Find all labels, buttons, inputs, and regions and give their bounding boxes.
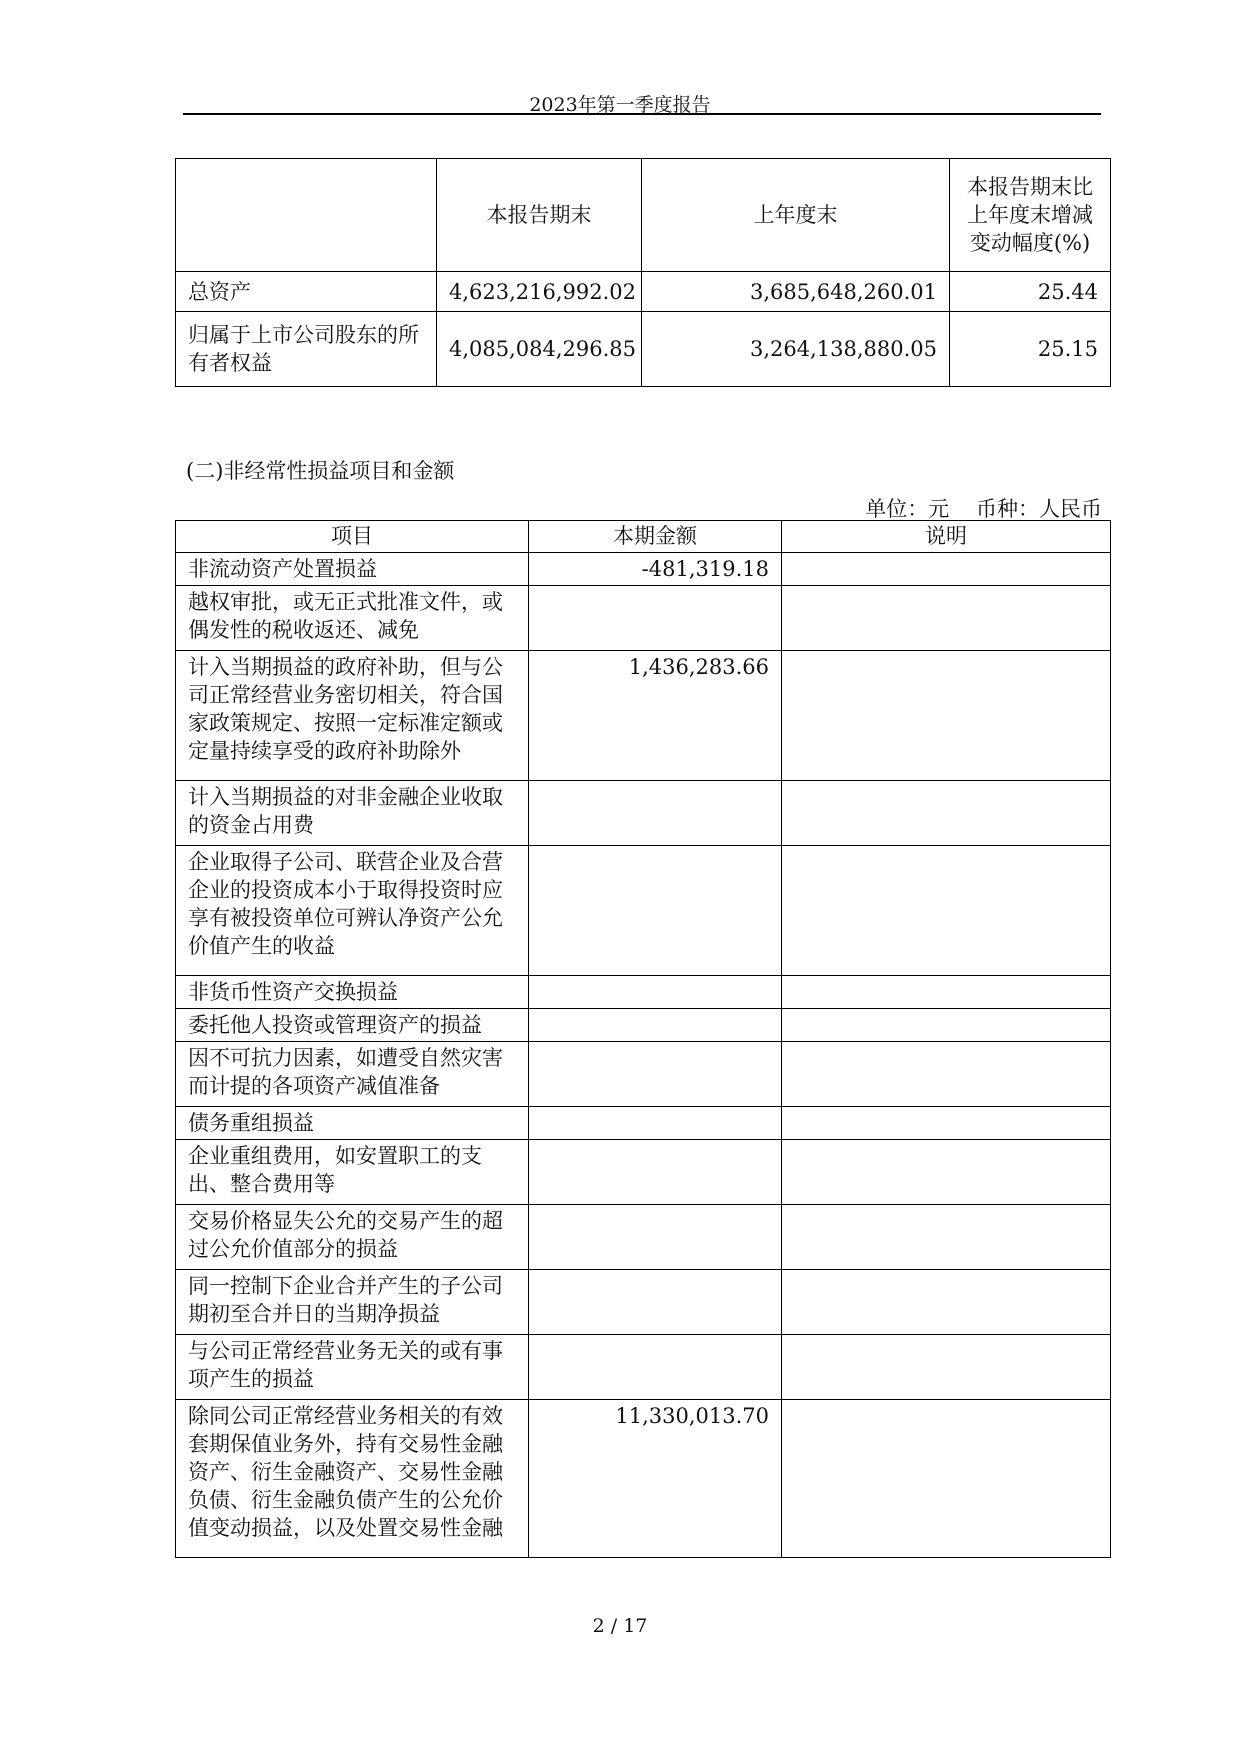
row-amount bbox=[529, 1270, 782, 1335]
balance-summary-table bbox=[175, 158, 1111, 387]
row-amount bbox=[529, 846, 782, 976]
header-divider bbox=[183, 113, 1101, 115]
table-row bbox=[176, 976, 1111, 1009]
header-line: 变动幅度(%) bbox=[969, 231, 1091, 255]
header-cell-item: 项目 bbox=[176, 521, 529, 553]
table-row bbox=[176, 1009, 1111, 1042]
row-item bbox=[176, 1009, 529, 1042]
item-line: 价值产生的收益 bbox=[188, 934, 335, 958]
item-line: 计入当期损益的对非金融企业收取 bbox=[188, 785, 503, 809]
row-item bbox=[176, 651, 529, 781]
row-value-current: 4,085,084,296.85 bbox=[437, 312, 642, 387]
row-note bbox=[782, 1140, 1111, 1205]
header-line: 上年度末增减 bbox=[967, 203, 1093, 227]
row-amount bbox=[529, 976, 782, 1009]
row-item bbox=[176, 1335, 529, 1400]
item-line: 定量持续享受的政府补助除外 bbox=[188, 739, 461, 763]
row-item bbox=[176, 1107, 529, 1140]
row-item bbox=[176, 1042, 529, 1107]
table-row bbox=[176, 1335, 1111, 1400]
item-line: 司正常经营业务密切相关，符合国 bbox=[188, 683, 503, 707]
row-note bbox=[782, 781, 1111, 846]
row-amount bbox=[529, 1335, 782, 1400]
section-title: (二)非经常性损益项目和金额 bbox=[186, 459, 455, 483]
table-row bbox=[176, 1107, 1111, 1140]
item-line: 非货币性资产交换损益 bbox=[188, 980, 398, 1004]
item-line: 而计提的各项资产减值准备 bbox=[188, 1074, 440, 1098]
row-note bbox=[782, 1335, 1111, 1400]
table-row bbox=[176, 1270, 1111, 1335]
header-cell-change-rate bbox=[950, 159, 1111, 272]
table-row bbox=[176, 312, 1111, 387]
item-line: 越权审批，或无正式批准文件，或 bbox=[188, 590, 503, 614]
table-row bbox=[176, 846, 1111, 976]
row-value-prior: 3,264,138,880.05 bbox=[642, 312, 950, 387]
item-line: 企业取得子公司、联营企业及合营 bbox=[188, 850, 503, 874]
non-recurring-items-table bbox=[175, 520, 1111, 1558]
row-amount bbox=[529, 781, 782, 846]
item-line: 享有被投资单位可辨认净资产公允 bbox=[188, 906, 503, 930]
row-item bbox=[176, 846, 529, 976]
item-line: 企业的投资成本小于取得投资时应 bbox=[188, 878, 503, 902]
row-amount bbox=[529, 1042, 782, 1107]
row-amount: -481,319.18 bbox=[529, 553, 782, 586]
header-cell-amount: 本期金额 bbox=[529, 521, 782, 553]
item-line: 值变动损益，以及处置交易性金融 bbox=[188, 1516, 503, 1540]
row-item bbox=[176, 1205, 529, 1270]
row-note bbox=[782, 976, 1111, 1009]
item-line: 负债、衍生金融负债产生的公允价 bbox=[188, 1488, 503, 1512]
table-header-row bbox=[176, 521, 1111, 553]
header-cell-empty bbox=[176, 159, 437, 272]
item-line: 项产生的损益 bbox=[188, 1367, 314, 1391]
item-line: 偶发性的税收返还、减免 bbox=[188, 618, 419, 642]
row-item bbox=[176, 586, 529, 651]
row-note bbox=[782, 553, 1111, 586]
row-item bbox=[176, 553, 529, 586]
item-line: 除同公司正常经营业务相关的有效 bbox=[188, 1404, 503, 1428]
table-row bbox=[176, 1042, 1111, 1107]
row-item bbox=[176, 1140, 529, 1205]
row-note bbox=[782, 846, 1111, 976]
header-line: 本报告期末比 bbox=[967, 175, 1093, 199]
item-line: 交易价格显失公允的交易产生的超 bbox=[188, 1209, 503, 1233]
item-line: 资产、衍生金融资产、交易性金融 bbox=[188, 1460, 503, 1484]
table-row bbox=[176, 651, 1111, 781]
row-note bbox=[782, 1270, 1111, 1335]
table-header-row bbox=[176, 159, 1111, 272]
table-row bbox=[176, 1140, 1111, 1205]
row-item bbox=[176, 1400, 529, 1558]
item-line: 的资金占用费 bbox=[188, 813, 314, 837]
row-note bbox=[782, 1107, 1111, 1140]
unit-currency-note: 单位：元 币种：人民币 bbox=[865, 497, 1102, 521]
item-line: 与公司正常经营业务无关的或有事 bbox=[188, 1339, 503, 1363]
table-row bbox=[176, 553, 1111, 586]
item-line: 计入当期损益的政府补助，但与公 bbox=[188, 655, 503, 679]
row-amount: 1,436,283.66 bbox=[529, 651, 782, 781]
page-number: 2 / 17 bbox=[592, 1615, 648, 1637]
table-row bbox=[176, 586, 1111, 651]
row-item bbox=[176, 976, 529, 1009]
table-row bbox=[176, 1205, 1111, 1270]
row-note bbox=[782, 1400, 1111, 1558]
row-amount bbox=[529, 586, 782, 651]
report-header-title: 2023年第一季度报告 bbox=[529, 94, 711, 116]
item-line: 有者权益 bbox=[188, 351, 272, 375]
table-row bbox=[176, 781, 1111, 846]
row-amount bbox=[529, 1009, 782, 1042]
row-value-change: 25.15 bbox=[950, 312, 1111, 387]
row-note bbox=[782, 1205, 1111, 1270]
item-line: 套期保值业务外，持有交易性金融 bbox=[188, 1432, 503, 1456]
row-item-equity bbox=[176, 312, 437, 387]
row-item-total-assets: 总资产 bbox=[176, 272, 437, 312]
row-note bbox=[782, 1042, 1111, 1107]
row-value-current: 4,623,216,992.02 bbox=[437, 272, 642, 312]
row-amount bbox=[529, 1205, 782, 1270]
row-item bbox=[176, 781, 529, 846]
item-line: 期初至合并日的当期净损益 bbox=[188, 1302, 440, 1326]
item-line: 委托他人投资或管理资产的损益 bbox=[188, 1013, 482, 1037]
header-cell-prior-year-end: 上年度末 bbox=[642, 159, 950, 272]
row-note bbox=[782, 1009, 1111, 1042]
row-amount: 11,330,013.70 bbox=[529, 1400, 782, 1558]
header-cell-current-period-end: 本报告期末 bbox=[437, 159, 642, 272]
item-line: 出、整合费用等 bbox=[188, 1172, 335, 1196]
row-value-change: 25.44 bbox=[950, 272, 1111, 312]
item-line: 企业重组费用，如安置职工的支 bbox=[188, 1144, 482, 1168]
table-row bbox=[176, 272, 1111, 312]
item-line: 因不可抗力因素，如遭受自然灾害 bbox=[188, 1046, 503, 1070]
row-note bbox=[782, 651, 1111, 781]
row-item bbox=[176, 1270, 529, 1335]
item-line: 归属于上市公司股东的所 bbox=[188, 323, 419, 347]
header-cell-note: 说明 bbox=[782, 521, 1111, 553]
item-line: 家政策规定、按照一定标准定额或 bbox=[188, 711, 503, 735]
row-value-prior: 3,685,648,260.01 bbox=[642, 272, 950, 312]
table-row bbox=[176, 1400, 1111, 1558]
item-line: 债务重组损益 bbox=[188, 1111, 314, 1135]
item-line: 过公允价值部分的损益 bbox=[188, 1237, 398, 1261]
row-amount bbox=[529, 1140, 782, 1205]
row-note bbox=[782, 586, 1111, 651]
row-amount bbox=[529, 1107, 782, 1140]
item-line: 同一控制下企业合并产生的子公司 bbox=[188, 1274, 503, 1298]
item-line: 非流动资产处置损益 bbox=[188, 557, 377, 581]
